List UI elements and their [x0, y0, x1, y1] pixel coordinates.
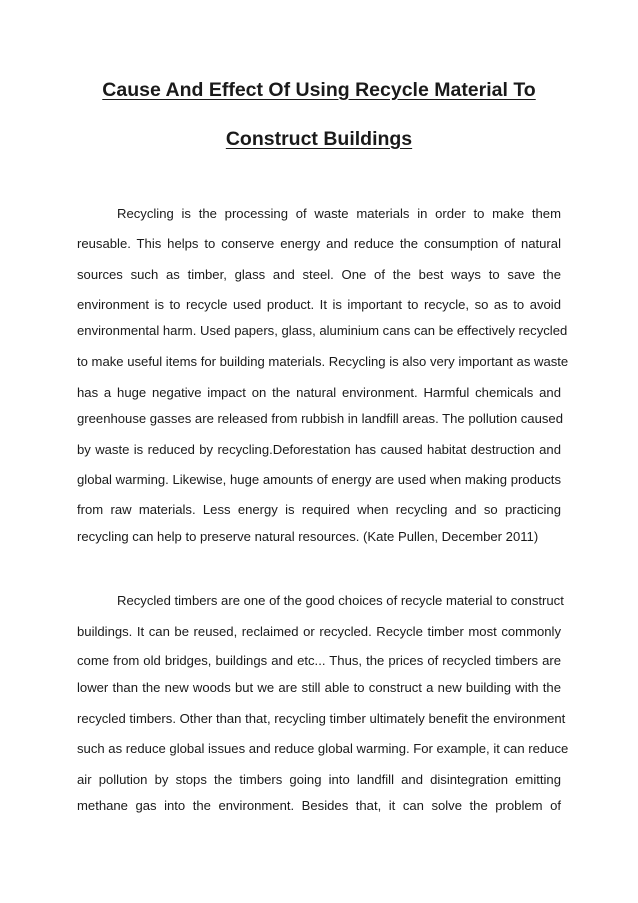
paragraph-line: Recycled timbers are one of the good choices of recycle material to construct — [117, 593, 564, 608]
paragraph-line: buildings. It can be reused, reclaimed or recycled. Recycle timber most commonly — [77, 624, 561, 639]
paragraph-line: reusable. This helps to conserve energy and reduce the consumption of natural — [77, 236, 561, 251]
paragraph-line: sources such as timber, glass and steel. One of the best ways to save the — [77, 267, 561, 282]
paragraph-line: air pollution by stops the timbers going into landfill and disintegration emitting — [77, 772, 561, 787]
paragraph-line: lower than the new woods but we are still able to construct a new building with the — [77, 680, 561, 695]
document-title-line-2: Construct Buildings — [225, 128, 413, 150]
paragraph-line: greenhouse gasses are released from rubbish in landfill areas. The pollution caused — [77, 411, 563, 426]
paragraph-line: environmental harm. Used papers, glass, aluminium cans can be effectively recycled — [77, 323, 568, 338]
paragraph-line: recycled timbers. Other than that, recycling timber ultimately benefit the environment — [77, 711, 566, 726]
paragraph-line-last: recycling can help to preserve natural resources. (Kate Pullen, December 2011) — [77, 529, 539, 544]
document-title-line-1: Cause And Effect Of Using Recycle Material To — [102, 79, 536, 101]
paragraph-line: by waste is reduced by recycling.Deforestation has caused habitat destruction and — [77, 442, 561, 457]
paragraph-line: to make useful items for building materials. Recycling is also very important as waste — [77, 354, 569, 369]
paragraph-line: such as reduce global issues and reduce global warming. For example, it can reduce — [77, 741, 569, 756]
paragraph-line: Recycling is the processing of waste materials in order to make them — [117, 206, 561, 221]
paragraph-line: methane gas into the environment. Besides that, it can solve the problem of — [77, 798, 561, 813]
paragraph-line: come from old bridges, buildings and etc... Thus, the prices of recycled timbers are — [77, 653, 561, 668]
paragraph-line: has a huge negative impact on the natural environment. Harmful chemicals and — [77, 385, 561, 400]
paragraph-line: environment is to recycle used product. It is important to recycle, so as to avoid — [77, 297, 561, 312]
paragraph-line: global warming. Likewise, huge amounts of energy are used when making products — [77, 472, 561, 487]
paragraph-line: from raw materials. Less energy is required when recycling and so practicing — [77, 502, 561, 517]
